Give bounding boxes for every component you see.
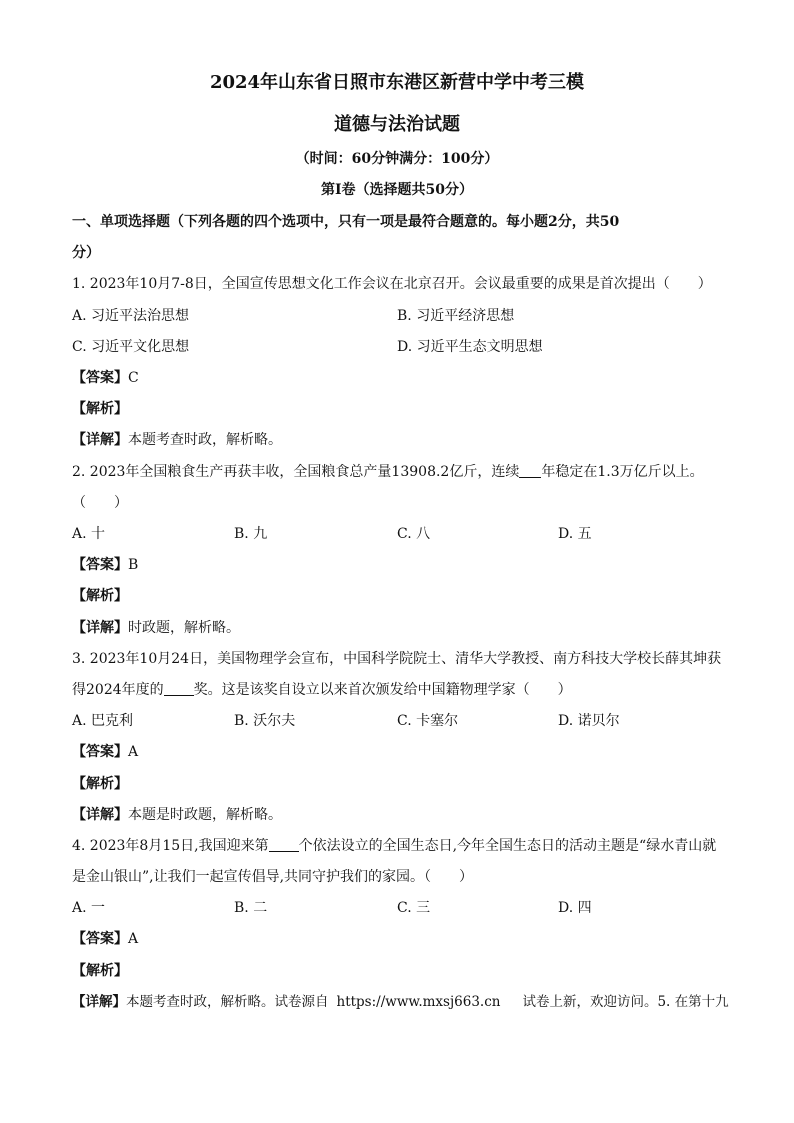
analysis-label: 【解析】 <box>72 963 128 979</box>
detail-text: 本题考查时政，解析略。 <box>128 432 282 448</box>
volume-heading: 第Ⅰ卷（选择题共50分） <box>320 182 474 198</box>
question-4-answer <box>72 930 138 948</box>
stem-part: 奖。这是该奖自设立以来首次颁发给中国籍物理学家（ ） <box>193 682 572 698</box>
source-note: 试卷源自 <box>274 994 329 1010</box>
question-2-detail <box>72 619 240 637</box>
question-3-option-c: C. 卡塞尔 <box>397 713 459 729</box>
question-4-detail <box>72 993 729 1011</box>
question-3-answer <box>72 743 138 761</box>
question-2-analysis <box>72 587 128 605</box>
question-2-answer <box>72 556 138 574</box>
stem-part: 4. 2023年8月15日,我国迎来第 <box>72 838 269 854</box>
question-1-stem: 1. 2023年10月7-8日，全国宣传思想文化工作会议在北京召开。会议最重要的成果是首次提出（ ） <box>72 276 712 292</box>
detail-text: 本题考查时政，解析略。 <box>126 994 275 1010</box>
stem-part: 个依法设立的全国生态日,今年全国生态日的活动主题是“绿水青山就 <box>298 838 717 854</box>
source-link[interactable]: https://www.mxsj663.cn <box>336 994 501 1010</box>
question-4-analysis <box>72 962 128 980</box>
fill-blank <box>519 463 541 478</box>
answer-label: 【答案】 <box>72 370 128 386</box>
detail-text: 时政题，解析略。 <box>128 620 240 636</box>
answer-value: C <box>128 370 139 386</box>
question-4-option-c: C. 三 <box>397 900 431 916</box>
question-1-answer <box>72 369 139 387</box>
question-3-option-a: A. 巴克利 <box>72 713 134 729</box>
fill-blank <box>164 681 194 696</box>
question-2-option-c: C. 八 <box>397 526 431 542</box>
detail-label: 【详解】 <box>72 432 128 448</box>
question-1-analysis <box>72 400 128 418</box>
question-2-option-d: D. 五 <box>558 526 592 542</box>
time-info: （时间：60分钟满分：100分） <box>295 151 499 167</box>
section-heading: 一、单项选择题（下列各题的四个选项中，只有一项是最符合题意的。每小题2分，共50 <box>72 214 620 230</box>
question-4-option-b: B. 二 <box>234 900 268 916</box>
question-2-option-b: B. 九 <box>234 526 268 542</box>
question-4-option-d: D. 四 <box>558 900 592 916</box>
detail-label: 【详解】 <box>72 807 128 823</box>
answer-label: 【答案】 <box>72 744 128 760</box>
section-heading-cont: 分） <box>72 245 100 261</box>
question-1-option-b: B. 习近平经济思想 <box>397 308 515 324</box>
question-1-detail <box>72 431 282 449</box>
question-4-stem-cont: 是金山银山”,让我们一起宣传倡导,共同守护我们的家园。（ ） <box>72 869 474 885</box>
analysis-label: 【解析】 <box>72 401 128 417</box>
source-note-cont: 试卷上新，欢迎访问。5. 在第十九 <box>522 994 729 1010</box>
question-3-detail <box>72 806 282 824</box>
page-subtitle: 道德与法治试题 <box>334 114 460 135</box>
stem-part: 年稳定在1.3万亿斤以上。 <box>541 464 704 480</box>
question-4-stem <box>72 837 716 855</box>
fill-blank <box>269 837 299 852</box>
question-1-option-c: C. 习近平文化思想 <box>72 339 190 355</box>
question-3-stem-cont <box>72 681 572 699</box>
answer-label: 【答案】 <box>72 931 128 947</box>
question-1-option-a: A. 习近平法治思想 <box>72 308 190 324</box>
question-2-option-a: A. 十 <box>72 526 106 542</box>
question-1-option-d: D. 习近平生态文明思想 <box>397 339 543 355</box>
question-3-option-b: B. 沃尔夫 <box>234 713 296 729</box>
page-title: 2024年山东省日照市东港区新营中学中考三模 <box>209 72 585 93</box>
question-2-stem-cont: （ ） <box>72 495 128 511</box>
answer-value: A <box>128 931 139 947</box>
stem-part: 2. 2023年全国粮食生产再获丰收，全国粮食总产量13908.2亿斤，连续 <box>72 464 520 480</box>
question-2-stem <box>72 463 704 481</box>
analysis-label: 【解析】 <box>72 776 128 792</box>
detail-label: 【详解】 <box>72 620 128 636</box>
answer-value: B <box>128 557 139 573</box>
question-3-stem: 3. 2023年10月24日，美国物理学会宣布，中国科学院院士、清华大学教授、南方科技大学校长薛其坤获 <box>72 651 722 667</box>
question-4-option-a: A. 一 <box>72 900 106 916</box>
answer-value: A <box>128 744 139 760</box>
stem-part: 得2024年度的 <box>72 682 164 698</box>
question-3-analysis <box>72 775 128 793</box>
answer-label: 【答案】 <box>72 557 128 573</box>
detail-label: 【详解】 <box>72 994 126 1010</box>
analysis-label: 【解析】 <box>72 588 128 604</box>
question-3-option-d: D. 诺贝尔 <box>558 713 620 729</box>
detail-text: 本题是时政题，解析略。 <box>128 807 282 823</box>
